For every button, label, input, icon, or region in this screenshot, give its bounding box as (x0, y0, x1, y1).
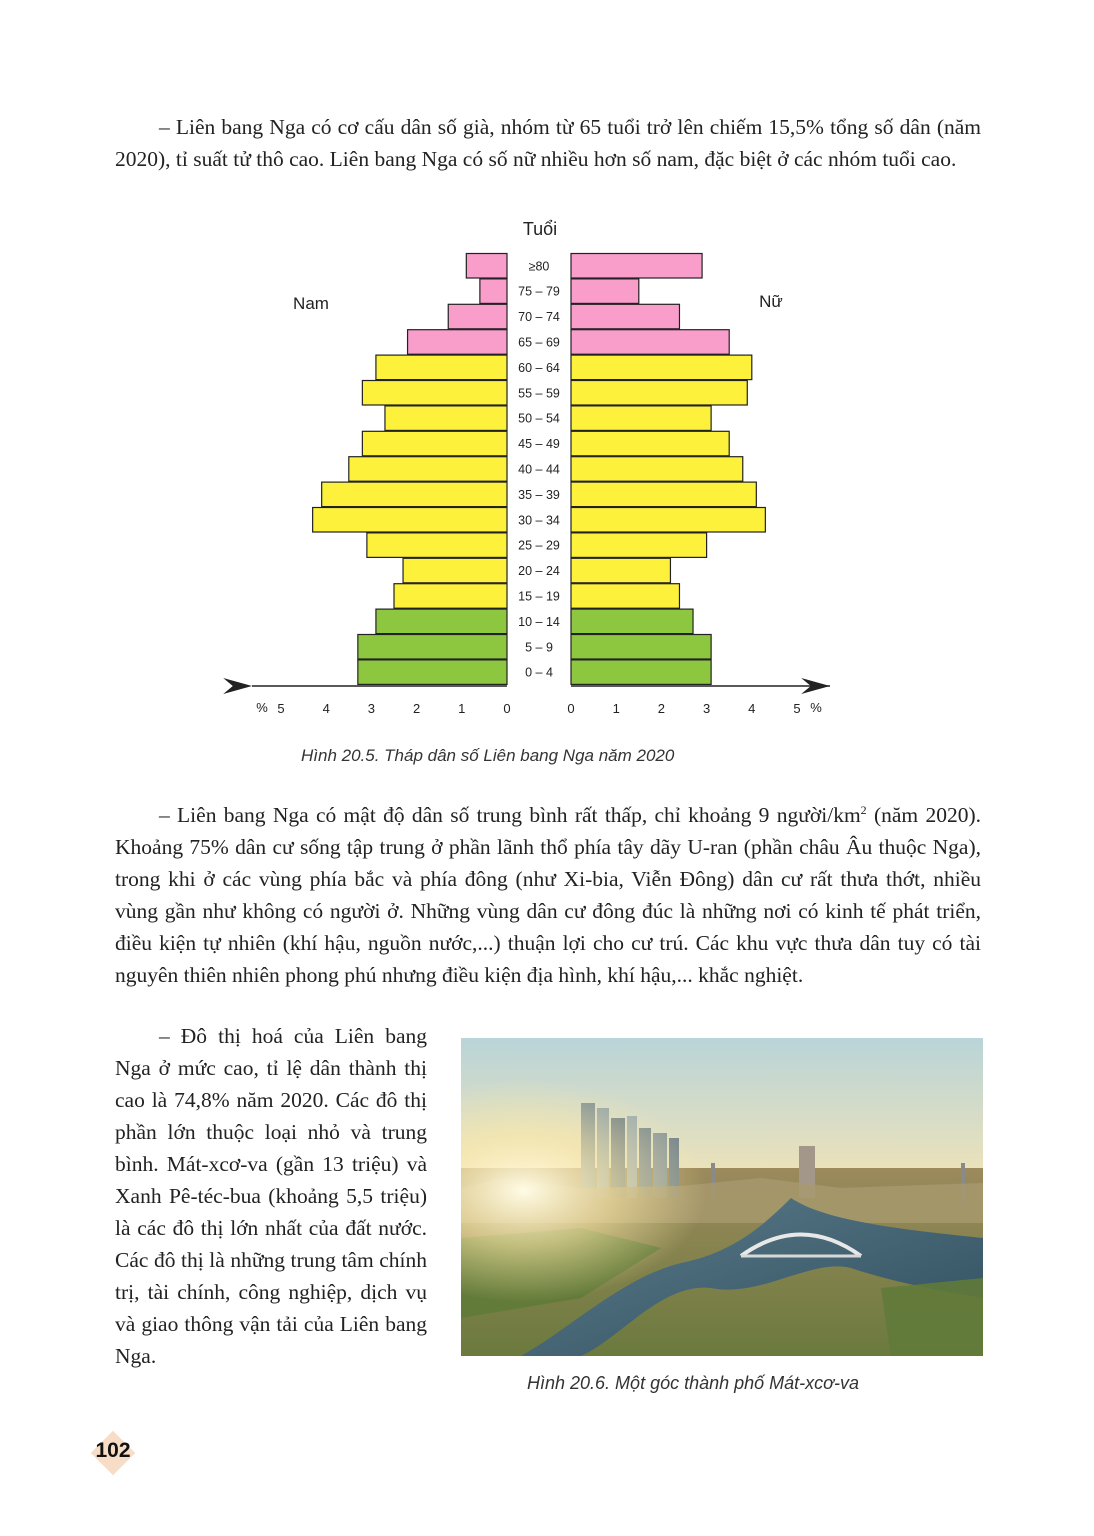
bar-female-8 (571, 457, 743, 482)
x-axis-ticks (277, 701, 800, 716)
tick-right-2: 2 (657, 701, 666, 716)
bar-male-4 (376, 355, 507, 380)
paragraph-urbanization: – Đô thị hoá của Liên bang Nga ở mức cao, tỉ lệ dân thành thị cao là 74,8% năm 2020. Các đô thị phần lớn thuộc loại nhỏ và trung bình. Mát-xcơ-va (gần 13 triệu) và Xanh Pê-téc-bua (khoảng 5,5 triệu) là các đô thị lớn nhất của đất nước. Các đô thị là những trung tâm chính trị, tài chính, công nghiệp, dịch vụ và giao thông vận tải của Liên bang Nga. (115, 1024, 427, 1368)
bar-female-12 (571, 558, 670, 583)
density-text-b: (năm 2020). Khoảng 75% dân cư sống tập trung ở phần lãnh thổ phía tây dãy U-ran (phần châu Âu thuộc Nga), trong khi ở các vùng phía bắc và phía đông (như Xi-bia, Viễn Đông) dân cư rất thưa thớt, nhiều vùng gần như không có người ở. Những vùng dân cư đông đúc là những nơi có kinh tế phát triển, điều kiện tự nhiên (khí hậu, nguồn nước,...) thuận lợi cho cư trú. Các khu vực thưa dân tuy có tài nguyên thiên nhiên phong phú nhưng điều kiện địa hình, khí hậu,... khắc nghiệt. (115, 803, 981, 988)
tick-left-0: 0 (503, 701, 511, 716)
figure-caption-moscow: Hình 20.6. Một góc thành phố Mát-xcơ-va (527, 1373, 860, 1393)
bar-male-5 (362, 381, 507, 406)
bar-male-7 (362, 431, 507, 456)
bar-female-3 (571, 330, 729, 355)
bar-female-2 (571, 304, 679, 329)
bar-female-0 (571, 254, 702, 279)
tick-left-2: 2 (412, 701, 421, 716)
age-label-14: 10 – 14 (518, 614, 560, 629)
age-group-labels (518, 259, 560, 679)
bar-male-9 (322, 482, 507, 507)
age-label-8: 40 – 44 (518, 462, 560, 477)
bar-female-15 (571, 635, 711, 660)
y-axis-title: Tuổi (522, 219, 558, 239)
bar-female-1 (571, 279, 639, 304)
figure-caption-pyramid: Hình 20.5. Tháp dân số Liên bang Nga năm 2020 (301, 746, 675, 765)
bar-female-5 (571, 381, 747, 406)
bar-female-7 (571, 431, 729, 456)
paragraph-age-structure: – Liên bang Nga có cơ cấu dân số già, nhóm từ 65 tuổi trở lên chiếm 15,5% tổng số dân (năm 2020), tỉ suất tử thô cao. Liên bang Nga có số nữ nhiều hơn số nam, đặc biệt ở các nhóm tuổi cao. (115, 115, 981, 171)
bar-male-10 (313, 508, 507, 533)
tick-left-5: 5 (277, 701, 285, 716)
age-label-4: 60 – 64 (518, 360, 560, 375)
tick-right-5: 5 (793, 701, 801, 716)
density-superscript: 2 (860, 803, 867, 817)
age-label-0: ≥80 (528, 259, 550, 274)
tick-left-3: 3 (367, 701, 376, 716)
page-number-badge (92, 1432, 134, 1474)
age-label-15: 5 – 9 (525, 640, 553, 655)
moscow-city-photo (461, 1038, 983, 1356)
age-label-16: 0 – 4 (525, 665, 553, 680)
age-label-6: 50 – 54 (518, 411, 560, 426)
bar-male-12 (403, 558, 507, 583)
bar-male-3 (408, 330, 507, 355)
tick-right-3: 3 (702, 701, 711, 716)
left-series-label: Nam (293, 294, 329, 313)
x-unit-left: % (256, 700, 268, 715)
age-label-7: 45 – 49 (518, 437, 560, 452)
paragraph-population-density (115, 794, 981, 991)
bar-female-14 (571, 609, 693, 634)
age-label-3: 65 – 69 (518, 335, 560, 350)
age-label-9: 35 – 39 (518, 487, 560, 502)
right-series-label: Nữ (759, 292, 783, 311)
bar-male-8 (349, 457, 507, 482)
female-bars (571, 254, 765, 685)
bar-male-14 (376, 609, 507, 634)
density-text-a: – Liên bang Nga có mật độ dân số trung bình rất thấp, chỉ khoảng 9 người/km (159, 803, 861, 828)
age-label-13: 15 – 19 (518, 589, 560, 604)
x-unit-right: % (810, 700, 822, 715)
tick-left-1: 1 (458, 701, 466, 716)
bar-female-16 (571, 660, 711, 685)
bar-female-10 (571, 508, 765, 533)
bar-male-6 (385, 406, 507, 431)
bar-female-9 (571, 482, 756, 507)
tick-right-4: 4 (748, 701, 756, 716)
bar-female-11 (571, 533, 707, 558)
bar-male-0 (466, 254, 507, 279)
tick-left-4: 4 (322, 701, 330, 716)
bar-male-11 (367, 533, 507, 558)
bar-male-16 (358, 660, 507, 685)
population-pyramid-chart (0, 0, 1094, 740)
bar-female-13 (571, 584, 679, 609)
bar-male-15 (358, 635, 507, 660)
male-bars (313, 254, 507, 685)
bar-male-2 (448, 304, 507, 329)
age-label-12: 20 – 24 (518, 564, 560, 579)
age-label-5: 55 – 59 (518, 386, 560, 401)
bar-male-1 (480, 279, 507, 304)
age-label-10: 30 – 34 (518, 513, 560, 528)
tick-right-1: 1 (612, 701, 620, 716)
page-number: 102 (95, 1439, 131, 1462)
tick-right-0: 0 (567, 701, 575, 716)
age-label-2: 70 – 74 (518, 310, 560, 325)
age-label-11: 25 – 29 (518, 538, 560, 553)
bar-female-6 (571, 406, 711, 431)
bar-male-13 (394, 584, 507, 609)
age-label-1: 75 – 79 (518, 284, 560, 299)
bar-female-4 (571, 355, 752, 380)
